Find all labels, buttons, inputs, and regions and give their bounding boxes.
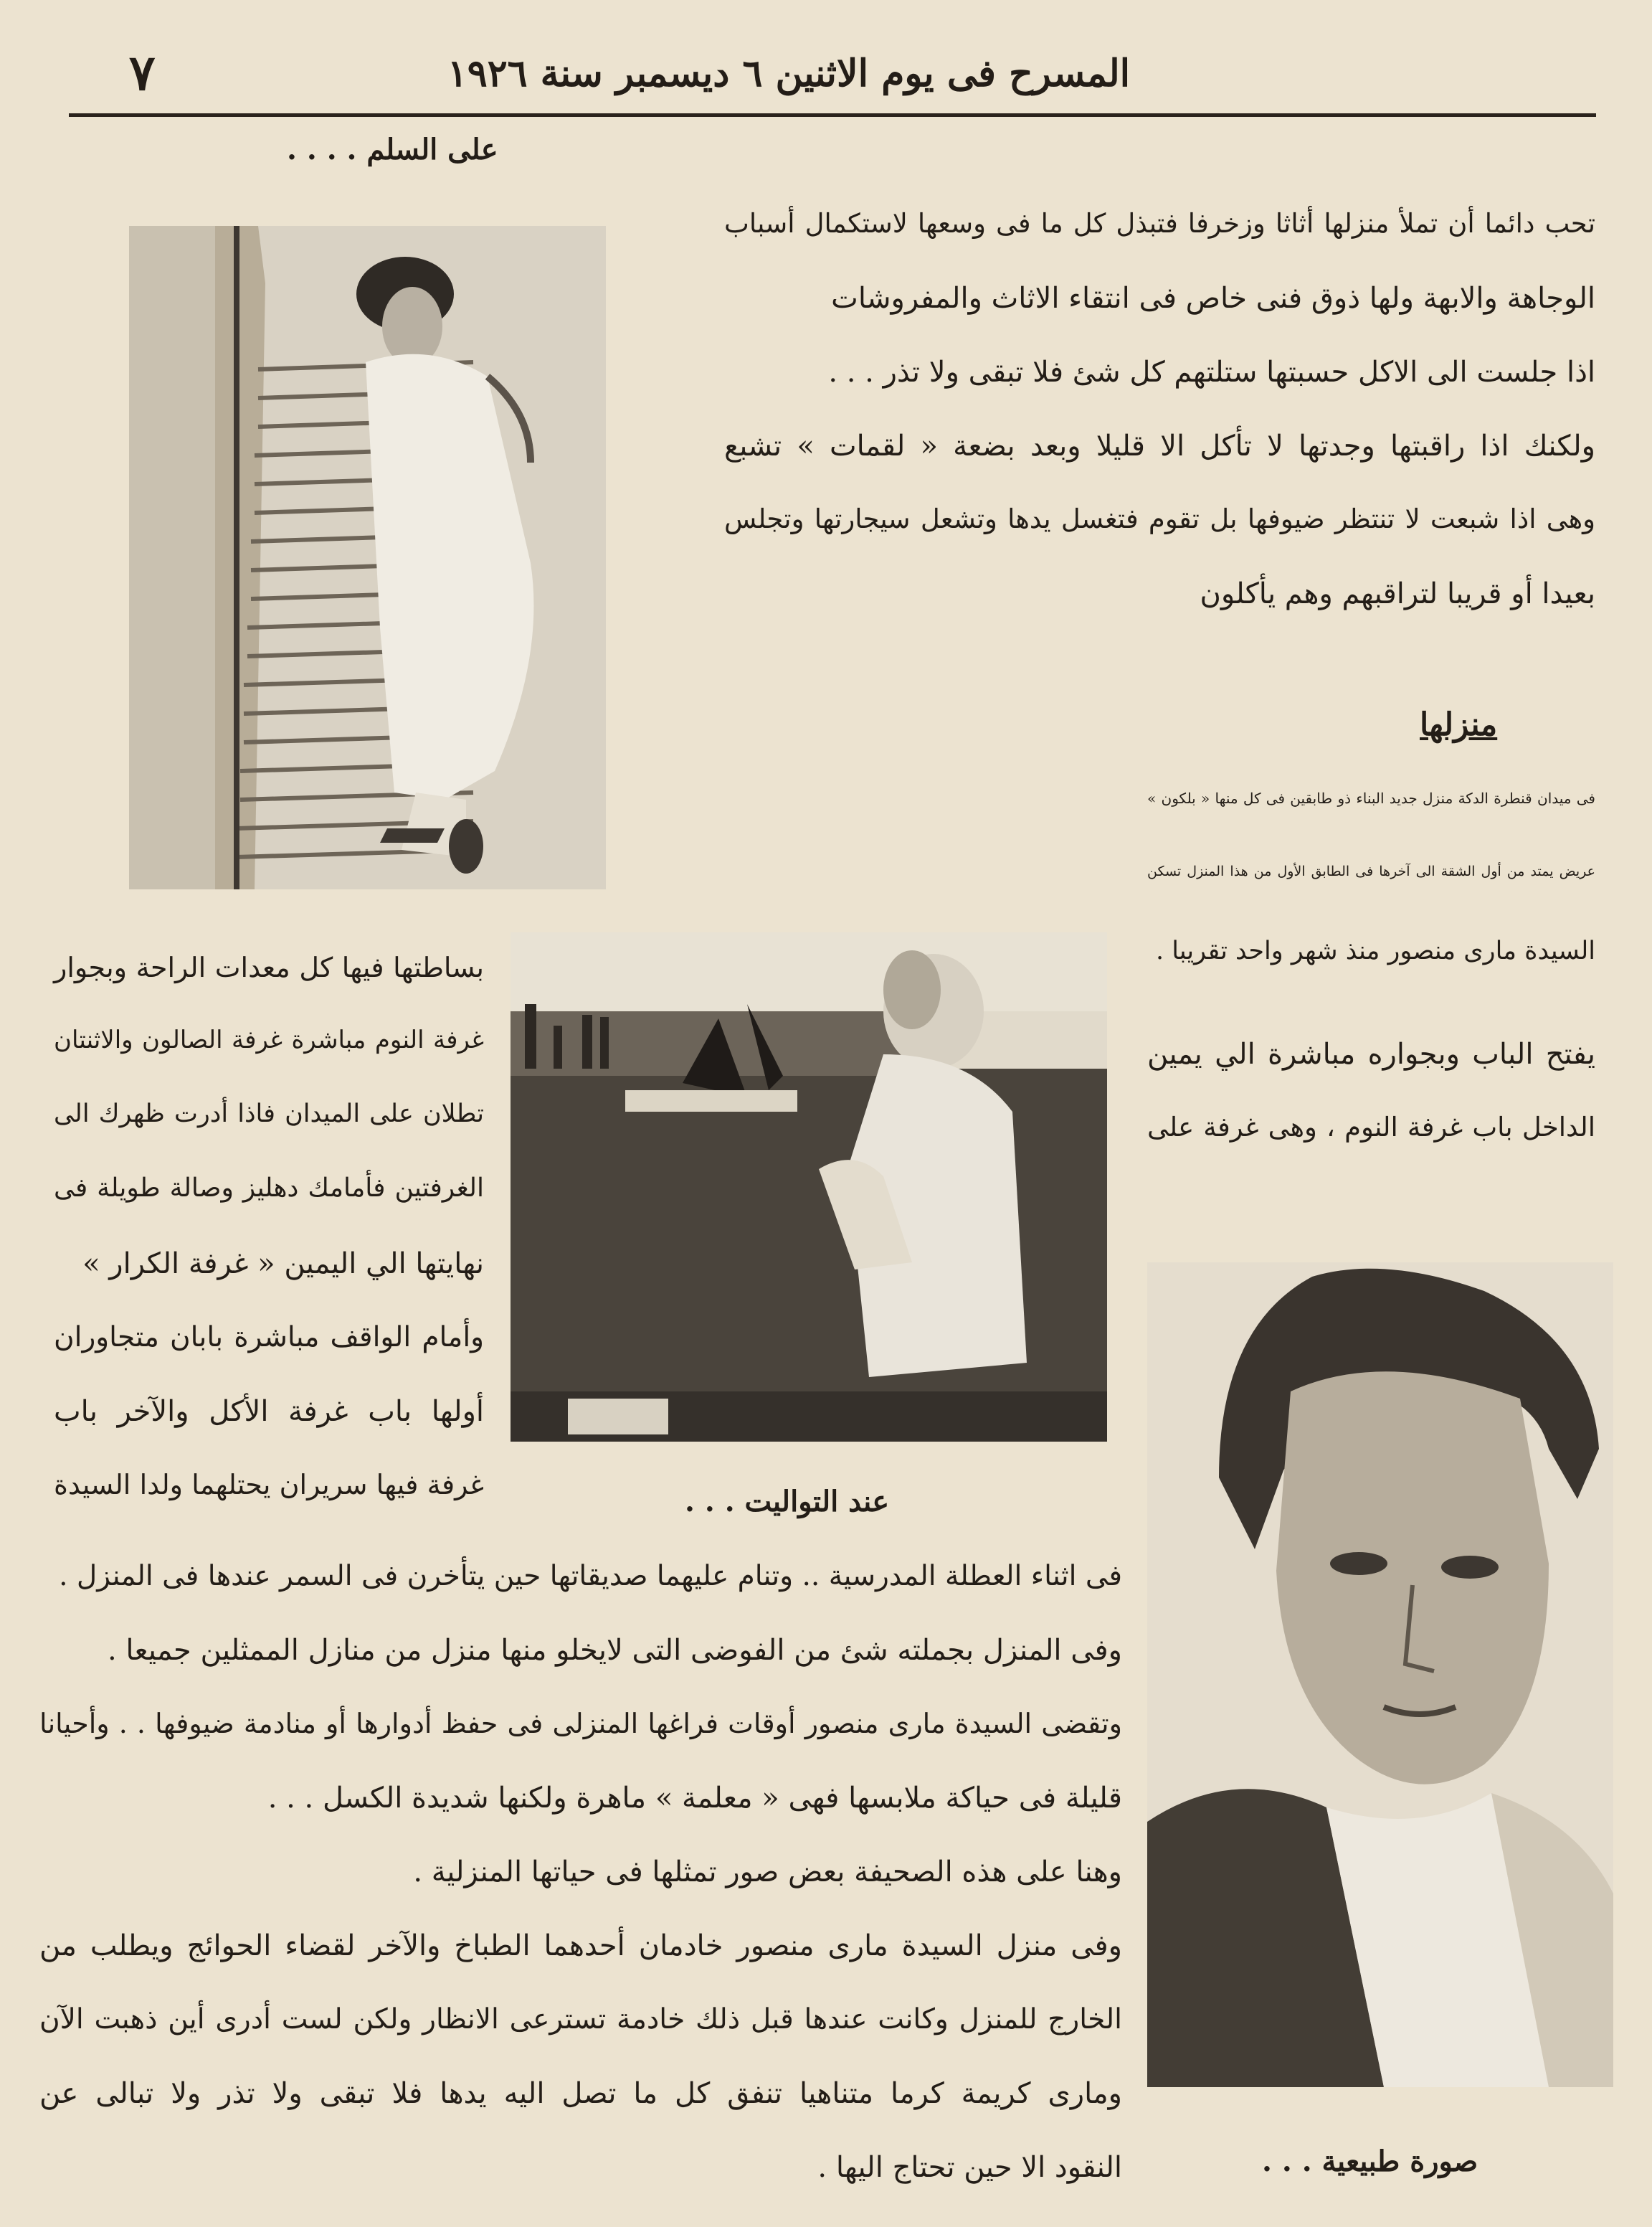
photo-at-toilette-graphic xyxy=(511,932,1107,1442)
intro-line: وهى اذا شبعت لا تنتظر ضيوفها بل تقوم فتغسل يدها وتشعل سيجارتها وتجلس xyxy=(724,503,1595,534)
left-column-line: أولها باب غرفة الأكل والآخر باب xyxy=(54,1395,484,1428)
left-column-line: وأمام الواقف مباشرة بابان متجاوران xyxy=(54,1321,484,1353)
intro-line: اذا جلست الى الاكل حسبتها ستلتهم كل شئ فلا تبقى ولا تذر . . . xyxy=(828,356,1595,389)
photo-on-stairs-graphic xyxy=(129,226,606,889)
left-column-line: نهايتها الي اليمين « غرفة الكرار » xyxy=(82,1247,484,1280)
house-line: السيدة مارى منصور منذ شهر واحد تقريبا . xyxy=(1155,937,1595,965)
left-column-line: بساطتها فيها كل معدات الراحة وبجوار xyxy=(54,952,484,983)
bottom-line: النقود الا حين تحتاج اليها . xyxy=(817,2151,1122,2184)
section-heading-house: منزلها xyxy=(1420,706,1498,743)
bottom-line: وتقضى السيدة مارى منصور أوقات فراغها المنزلى فى حفظ أدوارها أو منادمة ضيوفها . . وأحيانا xyxy=(39,1708,1122,1739)
bottom-line: وفى منزل السيدة مارى منصور خادمان أحدهما الطباخ والآخر لقضاء الحوائج ويطلب من xyxy=(39,1929,1122,1962)
bottom-line: الخارج للمنزل وكانت عندها قبل ذلك خادمة تسترعى الانظار ولكن لست أدرى أين ذهبت الآن xyxy=(39,2003,1122,2035)
bottom-paragraphs xyxy=(39,1562,1122,2227)
header-rule xyxy=(69,113,1596,117)
left-column-line: غرفة النوم مباشرة غرفة الصالون والاثنتان xyxy=(54,1026,484,1054)
page-header-title: المسرح فى يوم الاثنين ٦ ديسمبر سنة ١٩٢٦ xyxy=(447,52,1131,95)
caption-stairs: على السلم . . . . xyxy=(287,133,498,166)
right-column-line: الداخل باب غرفة النوم ، وهى غرفة على xyxy=(1147,1112,1595,1143)
left-column-line: غرفة فيها سريران يحتلهما ولدا السيدة xyxy=(54,1469,484,1500)
intro-line: ولكنك اذا راقبتها وجدتها لا تأكل الا قليلا وبعد بضعة « لقمات » تشبع xyxy=(724,430,1595,463)
photo-at-toilette xyxy=(511,932,1107,1442)
caption-portrait: صورة طبيعية . . . xyxy=(1262,2145,1478,2178)
photo-on-stairs xyxy=(129,226,606,889)
bottom-line: قليلة فى حياكة ملابسها فهى « معلمة » ماهرة ولكنها شديدة الكسل . . . xyxy=(267,1782,1122,1815)
house-line: فى ميدان قنطرة الدكة منزل جديد البناء ذو طابقين فى كل منها « بلكون » xyxy=(1147,790,1595,807)
intro-line: الوجاهة والابهة ولها ذوق فنى خاص فى انتقاء الاثاث والمفروشات xyxy=(831,282,1595,315)
right-column-line: يفتح الباب وبجواره مباشرة الي يمين xyxy=(1147,1038,1595,1071)
intro-line: تحب دائما أن تملأ منزلها أثاثا وزخرفا فتبذل كل ما فى وسعها لاستكمال أسباب xyxy=(724,208,1595,239)
house-paragraph xyxy=(1147,791,1595,1013)
house-line: عريض يمتد من أول الشقة الى آخرها فى الطابق الأول من هذا المنزل تسكن xyxy=(1147,864,1595,879)
left-column-line: الغرفتين فأمامك دهليز وصالة طويلة فى xyxy=(54,1173,484,1203)
left-column-line: تطلان على الميدان فاذا أدرت ظهرك الى xyxy=(54,1100,484,1128)
bottom-line: فى اثناء العطلة المدرسية .. وتنام عليهما صديقاتها حين يتأخرن فى السمر عندها فى المنزل . xyxy=(59,1560,1122,1592)
caption-toilette: عند التواليت . . . xyxy=(685,1485,890,1518)
intro-line: بعيدا أو قريبا لتراقبهم وهم يأكلون xyxy=(1200,577,1595,610)
page-number: ٧ xyxy=(129,44,156,102)
bottom-line: وهنا على هذه الصحيفة بعض صور تمثلها فى حياتها المنزلية . xyxy=(413,1855,1122,1888)
right-column-text xyxy=(1147,1040,1595,1188)
intro-paragraph xyxy=(724,210,1595,653)
photo-portrait-graphic xyxy=(1147,1262,1613,2087)
left-column-text xyxy=(54,954,484,1545)
bottom-line: وفى المنزل بجملته شئ من الفوضى التى لايخلو منها منزل من منازل الممثلين جميعا . xyxy=(107,1634,1122,1667)
bottom-line: ومارى كريمة كرما متناهيا تنفق كل ما تصل اليه يدها فلا تبقى ولا تذر ولا تبالى عن xyxy=(39,2077,1122,2110)
photo-portrait xyxy=(1147,1262,1613,2087)
